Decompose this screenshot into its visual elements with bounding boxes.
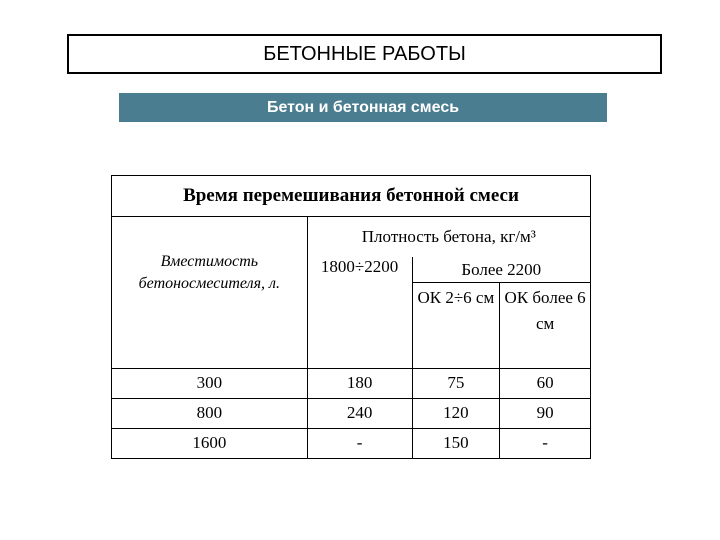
table-cell: 75	[412, 368, 500, 398]
table-cell: 90	[500, 398, 591, 428]
capacity-header	[112, 217, 308, 369]
table-cell: 1600	[112, 428, 308, 458]
table-cell: 120	[412, 398, 500, 428]
mixing-time-table	[111, 175, 591, 459]
table-cell: 150	[412, 428, 500, 458]
table-cell: 300	[112, 368, 308, 398]
density-low-header: 1800÷2200	[307, 257, 412, 368]
table-cell: -	[500, 428, 591, 458]
page-title: БЕТОННЫЕ РАБОТЫ	[67, 34, 662, 74]
table-row	[112, 428, 591, 458]
density-header: Плотность бетона, кг/м³	[307, 217, 590, 258]
table-cell: 180	[307, 368, 412, 398]
table-caption: Время перемешивания бетонной смеси	[112, 176, 591, 217]
section-banner: Бетон и бетонная смесь	[119, 93, 607, 122]
table-row	[112, 398, 591, 428]
ok-high-header: ОК более 6 см	[500, 283, 591, 369]
table-cell: 60	[500, 368, 591, 398]
table-row	[112, 368, 591, 398]
table-cell: 240	[307, 398, 412, 428]
ok-low-header: ОК 2÷6 см	[412, 283, 500, 369]
density-high-header: Более 2200	[412, 257, 590, 283]
capacity-header-label: Вместимость бетоносмесителя, л.	[138, 253, 281, 292]
table-cell: -	[307, 428, 412, 458]
table-cell: 800	[112, 398, 308, 428]
